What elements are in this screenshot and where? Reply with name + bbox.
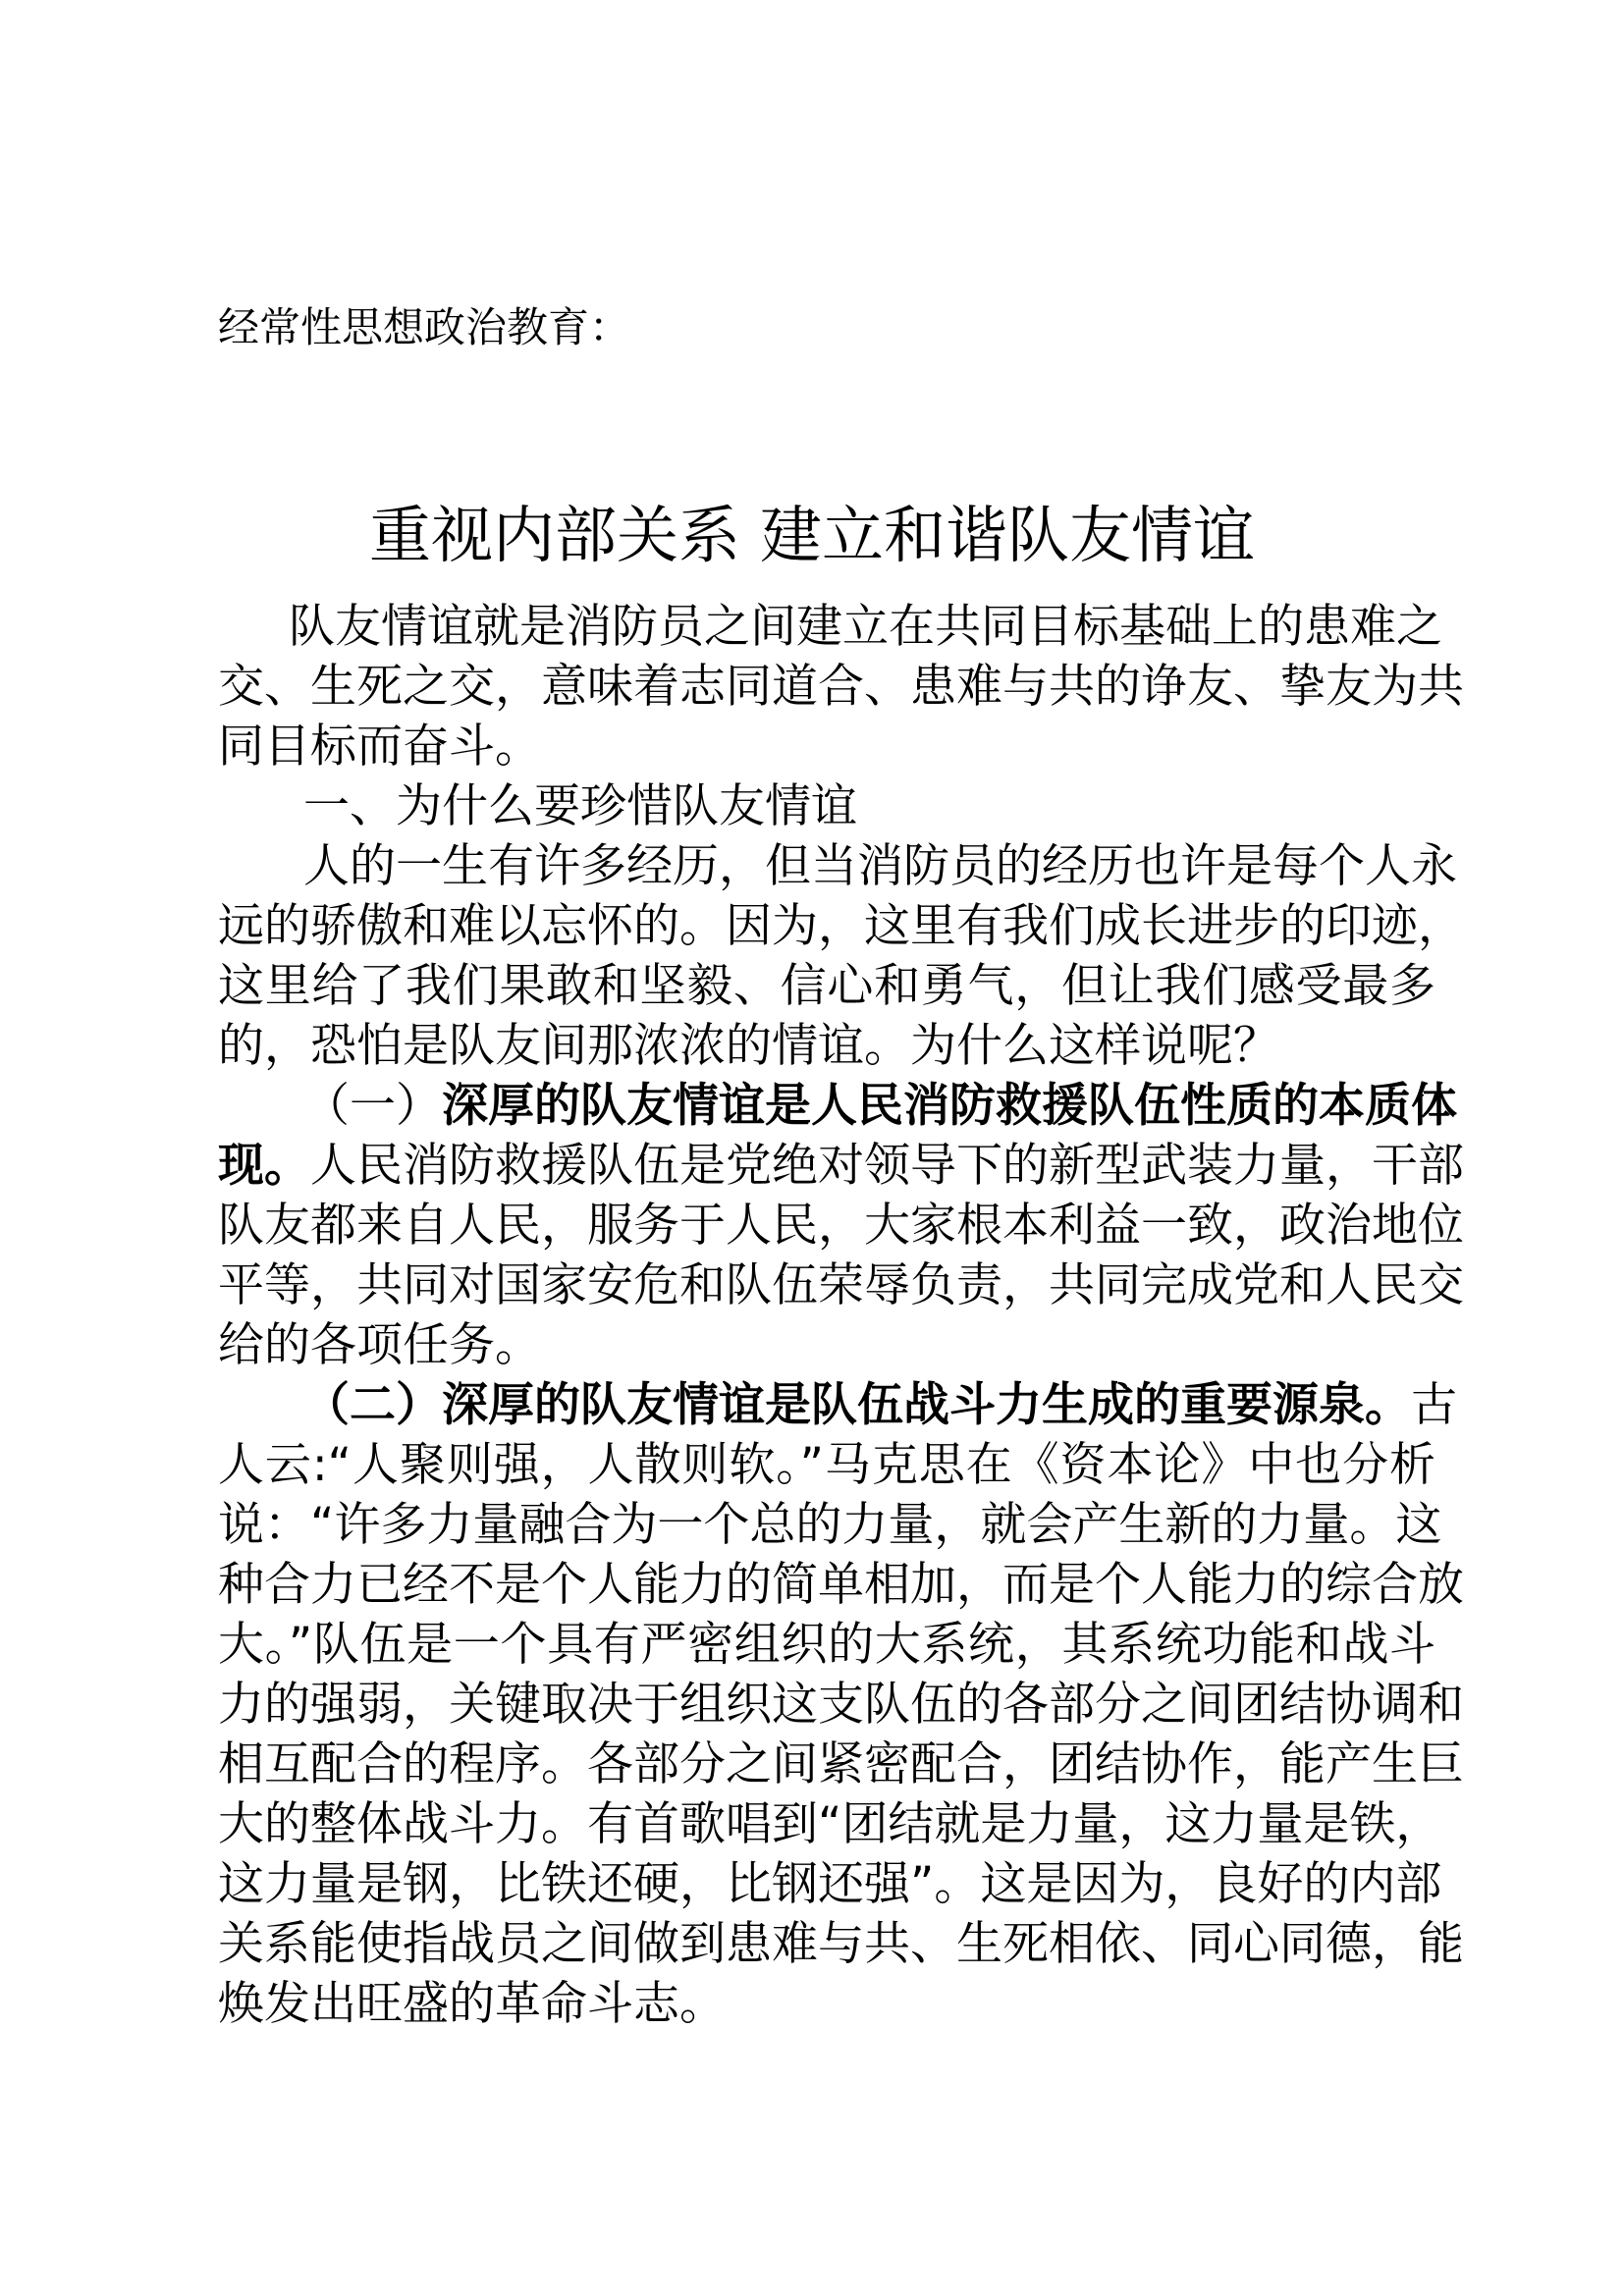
text-line bbox=[218, 1375, 1457, 1435]
text-line bbox=[218, 597, 1442, 657]
text: 一、为什么要珍惜队友情谊 bbox=[303, 779, 857, 833]
text: 人的一生有许多经历，但当消防员的经历也许是每个人永 bbox=[303, 839, 1457, 893]
text-line bbox=[218, 1854, 1442, 1914]
text-line bbox=[218, 836, 1457, 896]
text-line bbox=[218, 1016, 1435, 1076]
text-line bbox=[218, 1495, 1442, 1555]
text-line bbox=[218, 896, 1464, 956]
section-heading bbox=[218, 776, 1435, 836]
paragraph bbox=[218, 1076, 1464, 1375]
text-line bbox=[218, 1675, 1464, 1735]
text: 队友都来自人民，服务于人民，大家根本利益一致，政治地位 bbox=[218, 1199, 1464, 1253]
text: 同目标而奋斗。 bbox=[218, 720, 541, 774]
text-line bbox=[218, 1914, 1464, 1974]
text-line bbox=[218, 1136, 1464, 1196]
text: 说：“许多力量融合为一个总的力量，就会产生新的力量。这 bbox=[218, 1498, 1442, 1552]
text: 交、生死之交，意味着志同道合、患难与共的诤友、挚友为共 bbox=[218, 660, 1464, 714]
text: 远的骄傲和难以忘怀的。因为，这里有我们成长进步的印迹， bbox=[218, 899, 1464, 953]
text: 大的整体战斗力。有首歌唱到“团结就是力量，这力量是铁， bbox=[218, 1797, 1442, 1851]
text: 队友情谊就是消防员之间建立在共同目标基础上的患难之 bbox=[289, 600, 1442, 654]
text-line bbox=[218, 657, 1464, 717]
bold-text: （二）深厚的队友情谊是队伍战斗力生成的重要源泉。 bbox=[303, 1378, 1411, 1432]
text-line bbox=[218, 717, 1435, 776]
paragraph bbox=[218, 1375, 1464, 2034]
text: （一） bbox=[303, 1079, 442, 1133]
paragraph bbox=[218, 597, 1464, 776]
text-line bbox=[218, 776, 1435, 836]
text: 古 bbox=[1411, 1378, 1457, 1432]
text: 给的各项任务。 bbox=[218, 1318, 541, 1372]
text: 平等，共同对国家安危和队伍荣辱负责，共同完成党和人民交 bbox=[218, 1258, 1464, 1312]
text-line bbox=[218, 1974, 1435, 2034]
paragraph bbox=[218, 836, 1464, 1076]
text-line bbox=[218, 1255, 1464, 1315]
text-line bbox=[218, 1615, 1435, 1675]
text: 人云:“人聚则强，人散则软。”马克思在《资本论》中也分析 bbox=[218, 1438, 1435, 1492]
text: 力的强弱，关键取决于组织这支队伍的各部分之间团结协调和 bbox=[218, 1678, 1464, 1732]
text: 关系能使指战员之间做到患难与共、生死相依、同心同德，能 bbox=[218, 1917, 1464, 1971]
text: 这力量是钢，比铁还硬，比钢还强”。这是因为，良好的内部 bbox=[218, 1857, 1442, 1911]
text-line bbox=[218, 1555, 1464, 1615]
text: 大。”队伍是一个具有严密组织的大系统，其系统功能和战斗 bbox=[218, 1618, 1435, 1672]
document-body bbox=[218, 597, 1464, 2034]
text-line bbox=[218, 956, 1435, 1016]
bold-text: 深厚的队友情谊是人民消防救援队伍性质的本质体 bbox=[442, 1079, 1457, 1133]
document-header: 经常性思想政治教育： bbox=[218, 303, 631, 351]
text: 相互配合的程序。各部分之间紧密配合，团结协作，能产生巨 bbox=[218, 1737, 1464, 1791]
text-line bbox=[218, 1794, 1442, 1854]
text: 焕发出旺盛的革命斗志。 bbox=[218, 1977, 726, 2031]
text-line bbox=[218, 1315, 1435, 1375]
text: 种合力已经不是个人能力的简单相加，而是个人能力的综合放 bbox=[218, 1558, 1464, 1612]
text: 的，恐怕是队友间那浓浓的情谊。为什么这样说呢？ bbox=[218, 1019, 1279, 1073]
text-line bbox=[218, 1196, 1464, 1255]
text-line bbox=[218, 1076, 1457, 1136]
text-line bbox=[218, 1435, 1435, 1495]
text: 这里给了我们果敢和坚毅、信心和勇气，但让我们感受最多 bbox=[218, 959, 1435, 1013]
text: 人民消防救援队伍是党绝对领导下的新型武装力量，干部 bbox=[310, 1139, 1464, 1193]
bold-text: 现。 bbox=[218, 1139, 310, 1193]
document-title: 重视内部关系 建立和谐队友情谊 bbox=[368, 500, 1256, 571]
text-line bbox=[218, 1735, 1464, 1794]
